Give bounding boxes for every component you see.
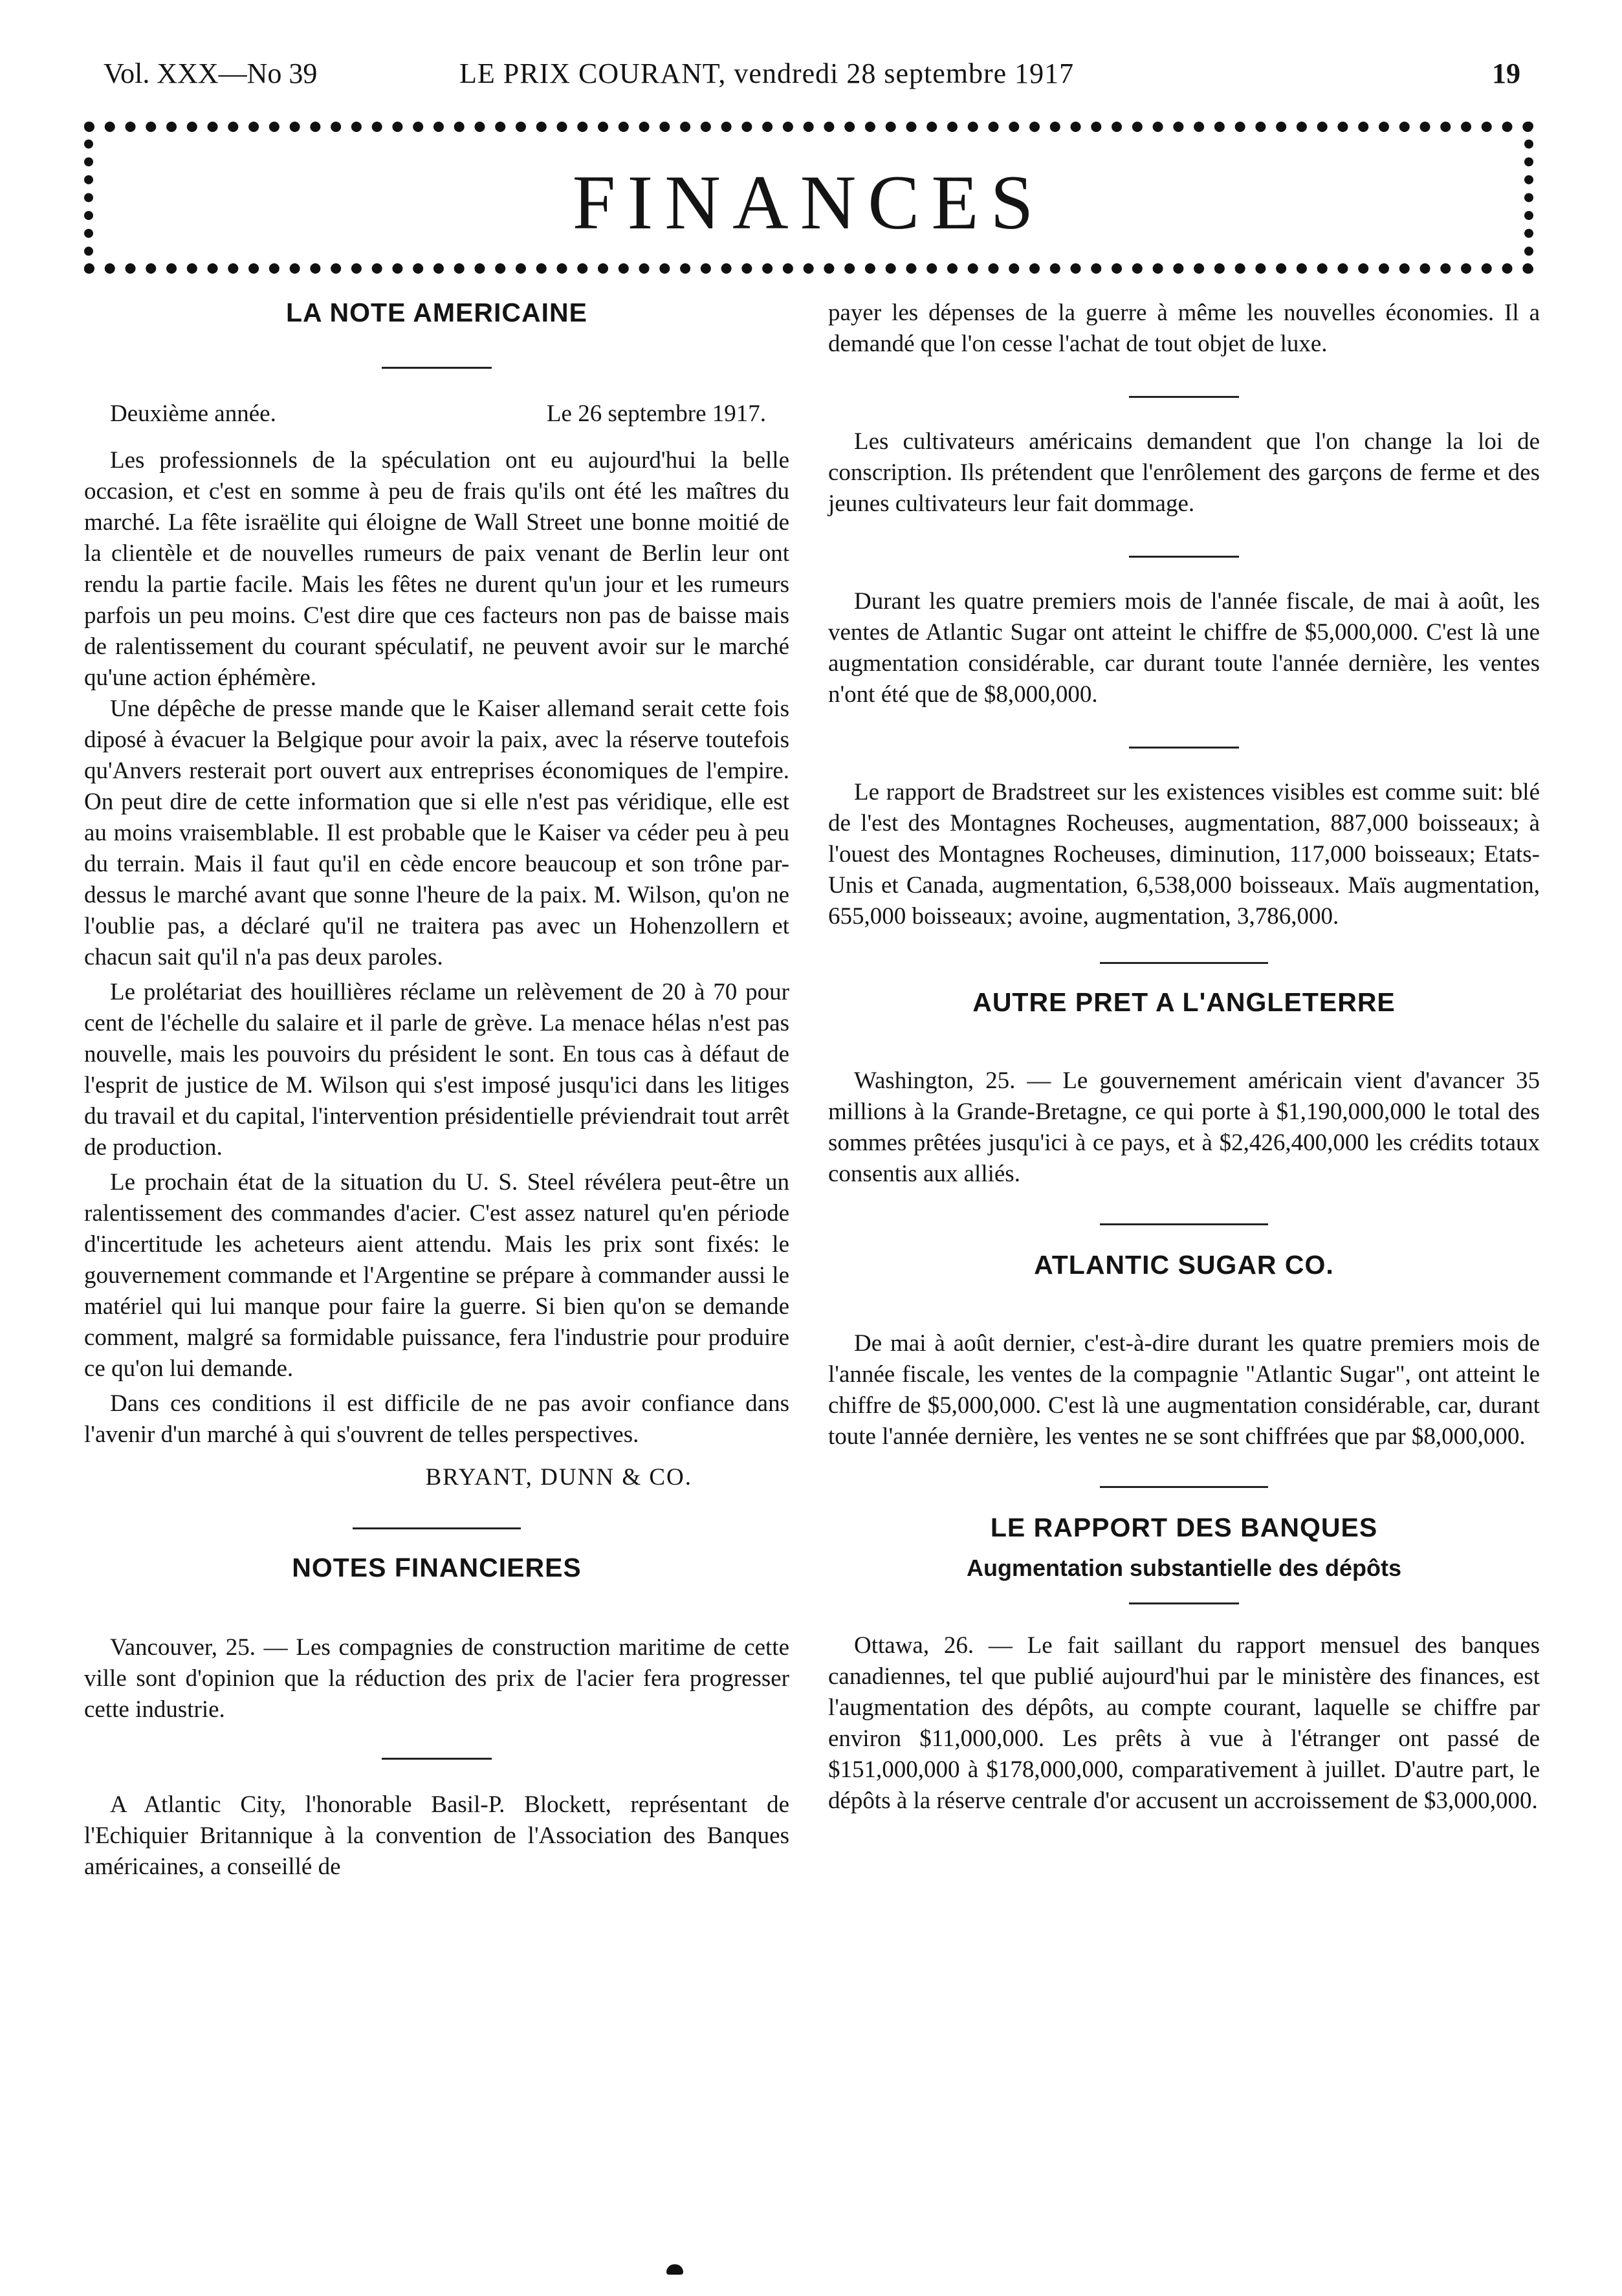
divider bbox=[1100, 1486, 1268, 1488]
article-title-note-americaine: LA NOTE AMERICAINE bbox=[286, 298, 587, 327]
article-subtitle: Augmentation substantielle des dépôts bbox=[966, 1555, 1402, 1581]
paragraph: Les cultivateurs américains demandent que l'on change la loi de conscription. Ils prétendent que l'enrôlement des garçons de ferme et des jeunes cultivateurs leur fait dommage. bbox=[828, 428, 1540, 517]
article-title-notes-financieres: NOTES FINANCIERES bbox=[292, 1553, 582, 1582]
paragraph-continued: payer les dépenses de la guerre à même les nouvelles économies. Il a demandé que l'on cesse l'achat de tout objet de luxe. bbox=[828, 300, 1540, 357]
divider bbox=[382, 1758, 492, 1760]
running-header bbox=[104, 57, 1520, 102]
paragraph: De mai à août dernier, c'est-à-dire durant les quatre premiers mois de l'année fiscale, les ventes de la compagnie "Atlantic Sugar", ont atteint le chiffre de $5,000,000. C'est là une augmentation considérable, car, durant toute l'année dernière, les ventes ne se sont chiffrées que par $8,000,000. bbox=[828, 1330, 1540, 1450]
section-title: FINANCES bbox=[572, 159, 1046, 245]
page-mark bbox=[666, 2264, 683, 2275]
divider bbox=[382, 367, 492, 369]
paragraph: Le rapport de Bradstreet sur les existences visibles est comme suit: blé de l'est des Montagnes Rocheuses, augmentation, 887,000 boisseaux; à l'ouest des Montagnes Rocheuses, diminution, 117,000 boisseaux; Etats-Unis et Canada, augmentation, 6,538,000 boisseaux. Maïs augmentation, 655,000 boisseaux; avoine, augmentation, 3,786,000. bbox=[828, 779, 1540, 930]
divider bbox=[1129, 556, 1239, 558]
paragraph: Durant les quatre premiers mois de l'année fiscale, de mai à août, les ventes de Atlantic Sugar ont atteint le chiffre de $5,000,000. C'est là une augmentation considérable, car durant toute l'année dernière, les ventes n'ont été que de $8,000,000. bbox=[828, 588, 1540, 708]
dateline-date: Le 26 septembre 1917. bbox=[546, 400, 766, 427]
divider bbox=[353, 1527, 521, 1529]
article-title-autre-pret: AUTRE PRET A L'ANGLETERRE bbox=[972, 987, 1396, 1017]
paragraph: Vancouver, 25. — Les compagnies de construction maritime de cette ville sont d'opinion que la réduction des prix de l'acier fera progresser cette industrie. bbox=[84, 1634, 789, 1723]
divider bbox=[1129, 747, 1239, 749]
paragraph: Les professionnels de la spéculation ont eu aujourd'hui la belle occasion, et c'est en somme à peu de frais qu'ils ont été les maîtres du marché. La fête israëlite qui éloigne de Wall Street une bonne moitié de la clientèle et de nouvelles rumeurs de paix venant de Berlin leur ont rendu la partie facile. Mais les fêtes ne durent qu'un jour et les rumeurs parfois un peu moins. C'est dire que ces facteurs non pas de baisse mais de ralentissement du courant spéculatif, ne peuvent avoir sur le marché qu'une action éphémère. bbox=[84, 447, 789, 691]
section-banner bbox=[84, 122, 1533, 274]
paragraph: Dans ces conditions il est difficile de ne pas avoir confiance dans l'avenir d'un marché à qui s'ouvrent de telles perspectives. bbox=[84, 1390, 789, 1448]
paragraph: A Atlantic City, l'honorable Basil-P. Blockett, représentant de l'Echiquier Britannique à la convention de l'Association des Banques américaines, a conseillé de bbox=[84, 1791, 789, 1880]
divider bbox=[1100, 1223, 1268, 1225]
paragraph: Le prolétariat des houillières réclame un relèvement de 20 à 70 pour cent de l'échelle du salaire et il parle de grève. La menace hélas n'est pas nouvelle, mais les pouvoirs du président le sont. En tous cas à défaut de l'esprit de justice de M. Wilson qui s'est imposé jusqu'ici dans les litiges du travail et du capital, l'intervention présidentielle préviendrait tout arrêt de production. bbox=[84, 979, 789, 1161]
left-column bbox=[84, 298, 789, 1883]
divider bbox=[1129, 396, 1239, 398]
page-number: 19 bbox=[1492, 58, 1520, 89]
right-column bbox=[828, 298, 1540, 1817]
dateline bbox=[84, 399, 789, 430]
signature: BRYANT, DUNN & CO. bbox=[425, 1464, 692, 1491]
volume-number: Vol. XXX—No 39 bbox=[104, 58, 318, 89]
paragraph: Ottawa, 26. — Le fait saillant du rapport mensuel des banques canadiennes, tel que publié aujourd'hui par le ministère des finances, est l'augmentation des dépôts, au compte courant, laquelle se chiffre par environ $11,000,000. Les prêts à vue à l'étranger ont passé de $151,000,000 à $178,000,000, comparativement à juillet. D'autre part, le dépôts à la réserve centrale d'or accusent un accroissement de $3,000,000. bbox=[828, 1632, 1540, 1814]
article-title-atlantic-sugar: ATLANTIC SUGAR CO. bbox=[1034, 1250, 1334, 1280]
paragraph: Le prochain état de la situation du U. S. Steel révélera peut-être un ralentissement des commandes d'acier. C'est assez naturel qu'en période d'incertitude les acheteurs aient attendu. Mais les prix sont fixés: le gouvernement commande et l'Argentine se prépare à commander aussi le matériel qui lui manque pour faire la guerre. Si bien qu'on se demande comment, malgré sa formidable puissance, fera l'industrie pour produire ce qu'on lui demande. bbox=[84, 1169, 789, 1382]
paragraph: Washington, 25. — Le gouvernement américain vient d'avancer 35 millions à la Grande-Bretagne, ce qui porte à $1,190,000,000 le total des sommes prêtées jusqu'ici à ce pays, et à $2,426,400,000 les crédits totaux consentis aux alliés. bbox=[828, 1067, 1540, 1187]
paragraph: Une dépêche de presse mande que le Kaiser allemand serait cette fois diposé à évacuer la Belgique pour avoir la paix, avec la réserve toutefois qu'Anvers resterait port ouvert aux entreprises économiques de l'empire. On peut dire de cette information que si elle n'est pas véridique, elle est au moins vraisemblable. Il est probable que le Kaiser va céder peu à peu du terrain. Mais il faut qu'il en cède encore beaucoup et son trône par-dessus le marché avant que sonne l'heure de la paix. M. Wilson, qu'on ne l'oublie pas, a déclaré qu'il ne traitera pas avec un Hohenzollern et chacun sait qu'il n'a pas deux paroles. bbox=[84, 695, 789, 970]
dateline-year: Deuxième année. bbox=[110, 400, 276, 427]
divider bbox=[1100, 962, 1268, 964]
divider bbox=[1129, 1602, 1239, 1604]
article-title-rapport-banques: LE RAPPORT DES BANQUES bbox=[990, 1513, 1378, 1542]
publication-title: LE PRIX COURANT, vendredi 28 septembre 1917 bbox=[459, 58, 1075, 89]
